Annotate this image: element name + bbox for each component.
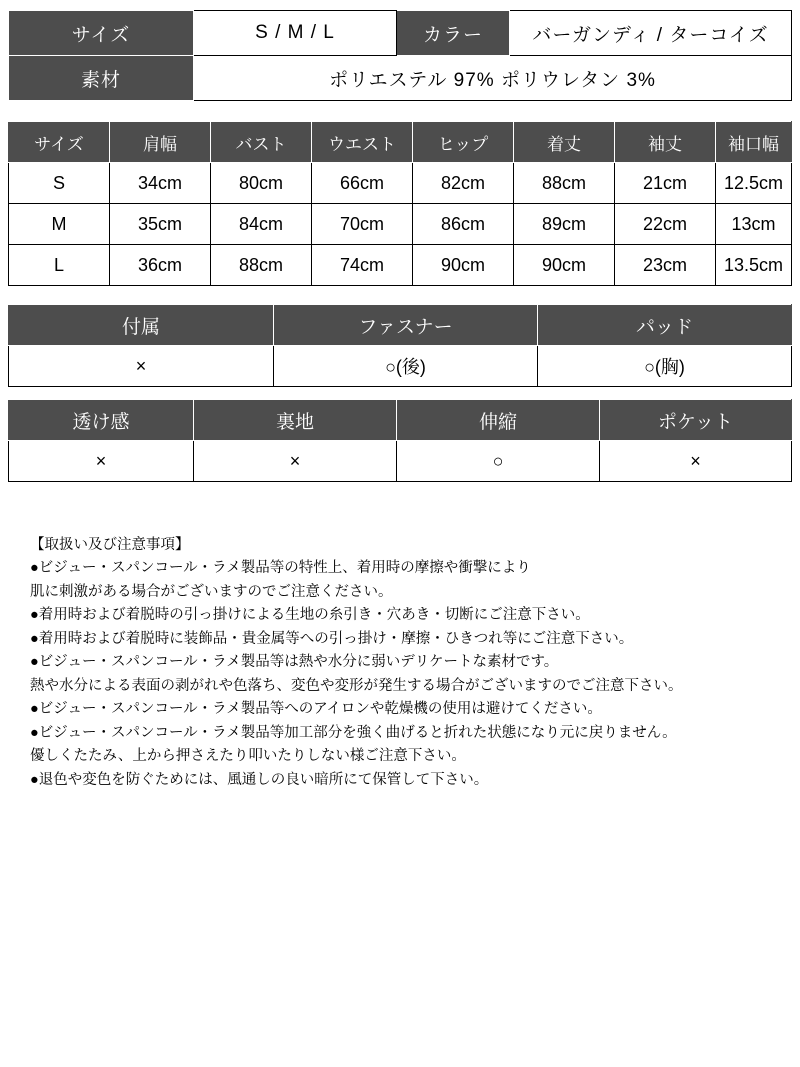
measurement-cell: 66cm <box>312 163 413 204</box>
measurement-header-bust: バスト <box>211 122 312 163</box>
note-line: ●退色や変色を防ぐためには、風通しの良い暗所にて保管して下さい。 <box>30 771 489 788</box>
note-line: ●着用時および着脱時の引っ掛けによる生地の糸引き・穴あき・切断にご注意下さい。 <box>30 607 590 624</box>
spacer <box>8 286 792 304</box>
attribute-value-sheerness: × <box>9 441 194 482</box>
measurement-cell: 88cm <box>514 163 615 204</box>
measurement-cell: 70cm <box>312 204 413 245</box>
attribute-header-pocket: ポケット <box>600 400 792 441</box>
attribute-value-zipper: ○(後) <box>274 346 538 387</box>
measurement-cell: 82cm <box>413 163 514 204</box>
attribute-value-row <box>9 346 792 387</box>
spec-table <box>8 10 792 101</box>
note-line: ●ビジュー・スパンコール・ラメ製品等加工部分を強く曲げると折れた状態になり元に戻りません。 <box>30 724 677 741</box>
spacer <box>8 101 792 121</box>
attribute-header-row <box>9 305 792 346</box>
spec-label-color: カラー <box>397 11 510 56</box>
measurement-cell: 74cm <box>312 245 413 286</box>
spec-label-size: サイズ <box>9 11 194 56</box>
attribute-header-lining: 裏地 <box>194 400 397 441</box>
attribute-table-properties <box>8 399 792 482</box>
measurement-header-cuff: 袖口幅 <box>716 122 792 163</box>
measurement-header-shoulder: 肩幅 <box>110 122 211 163</box>
spec-row <box>9 11 792 56</box>
measurement-table <box>8 121 792 286</box>
notes-title: 【取扱い及び注意事項】 <box>30 537 190 553</box>
attribute-header-pad: パッド <box>538 305 792 346</box>
measurement-cell: 34cm <box>110 163 211 204</box>
spec-label-material: 素材 <box>9 56 194 101</box>
measurement-cell: S <box>9 163 110 204</box>
spec-value-material: ポリエステル 97% ポリウレタン 3% <box>194 56 792 101</box>
table-row <box>9 204 792 245</box>
spec-value-size: S / M / L <box>194 11 397 56</box>
attribute-header-sheerness: 透け感 <box>9 400 194 441</box>
measurement-cell: 21cm <box>615 163 716 204</box>
attribute-header-accessory: 付属 <box>9 305 274 346</box>
measurement-cell: 84cm <box>211 204 312 245</box>
note-line: 肌に刺激がある場合がございますのでご注意ください。 <box>30 583 393 600</box>
measurement-cell: 90cm <box>413 245 514 286</box>
attribute-value-pocket: × <box>600 441 792 482</box>
attribute-value-row <box>9 441 792 482</box>
attribute-value-lining: × <box>194 441 397 482</box>
care-notes <box>8 534 792 792</box>
measurement-cell: 90cm <box>514 245 615 286</box>
measurement-header-hip: ヒップ <box>413 122 514 163</box>
note-line: ●ビジュー・スパンコール・ラメ製品等は熱や水分に弱いデリケートな素材です。 <box>30 654 559 671</box>
measurement-cell: 89cm <box>514 204 615 245</box>
measurement-cell: 23cm <box>615 245 716 286</box>
measurement-cell: 12.5cm <box>716 163 792 204</box>
measurement-cell: 80cm <box>211 163 312 204</box>
attribute-header-stretch: 伸縮 <box>397 400 600 441</box>
measurement-header-size: サイズ <box>9 122 110 163</box>
measurement-cell: 35cm <box>110 204 211 245</box>
measurement-header-waist: ウエスト <box>312 122 413 163</box>
measurement-cell: 13cm <box>716 204 792 245</box>
attribute-value-accessory: × <box>9 346 274 387</box>
note-line: ●ビジュー・スパンコール・ラメ製品等の特性上、着用時の摩擦や衝撃により <box>30 560 531 577</box>
measurement-header-row <box>9 122 792 163</box>
spec-row <box>9 56 792 101</box>
note-line: 熱や水分による表面の剥がれや色落ち、変色や変形が発生する場合がございますのでご注意下さい。 <box>30 677 683 694</box>
note-line: ●ビジュー・スパンコール・ラメ製品等へのアイロンや乾燥機の使用は避けてください。 <box>30 701 602 718</box>
attribute-value-stretch: ○ <box>397 441 600 482</box>
measurement-header-length: 着丈 <box>514 122 615 163</box>
measurement-cell: 22cm <box>615 204 716 245</box>
table-row <box>9 245 792 286</box>
spec-value-color: バーガンディ / ターコイズ <box>510 11 792 56</box>
attribute-table-accessories <box>8 304 792 387</box>
note-line: ●着用時および着脱時に装飾品・貴金属等への引っ掛け・摩擦・ひきつれ等にご注意下さい。 <box>30 630 634 647</box>
table-row <box>9 163 792 204</box>
measurement-cell: L <box>9 245 110 286</box>
spacer <box>8 387 792 399</box>
measurement-cell: M <box>9 204 110 245</box>
measurement-cell: 36cm <box>110 245 211 286</box>
attribute-header-zipper: ファスナー <box>274 305 538 346</box>
measurement-cell: 86cm <box>413 204 514 245</box>
measurement-cell: 13.5cm <box>716 245 792 286</box>
note-line: 優しくたたみ、上から押さえたり叩いたりしない様ご注意下さい。 <box>30 748 466 765</box>
measurement-header-sleeve: 袖丈 <box>615 122 716 163</box>
measurement-cell: 88cm <box>211 245 312 286</box>
attribute-value-pad: ○(胸) <box>538 346 792 387</box>
attribute-header-row <box>9 400 792 441</box>
